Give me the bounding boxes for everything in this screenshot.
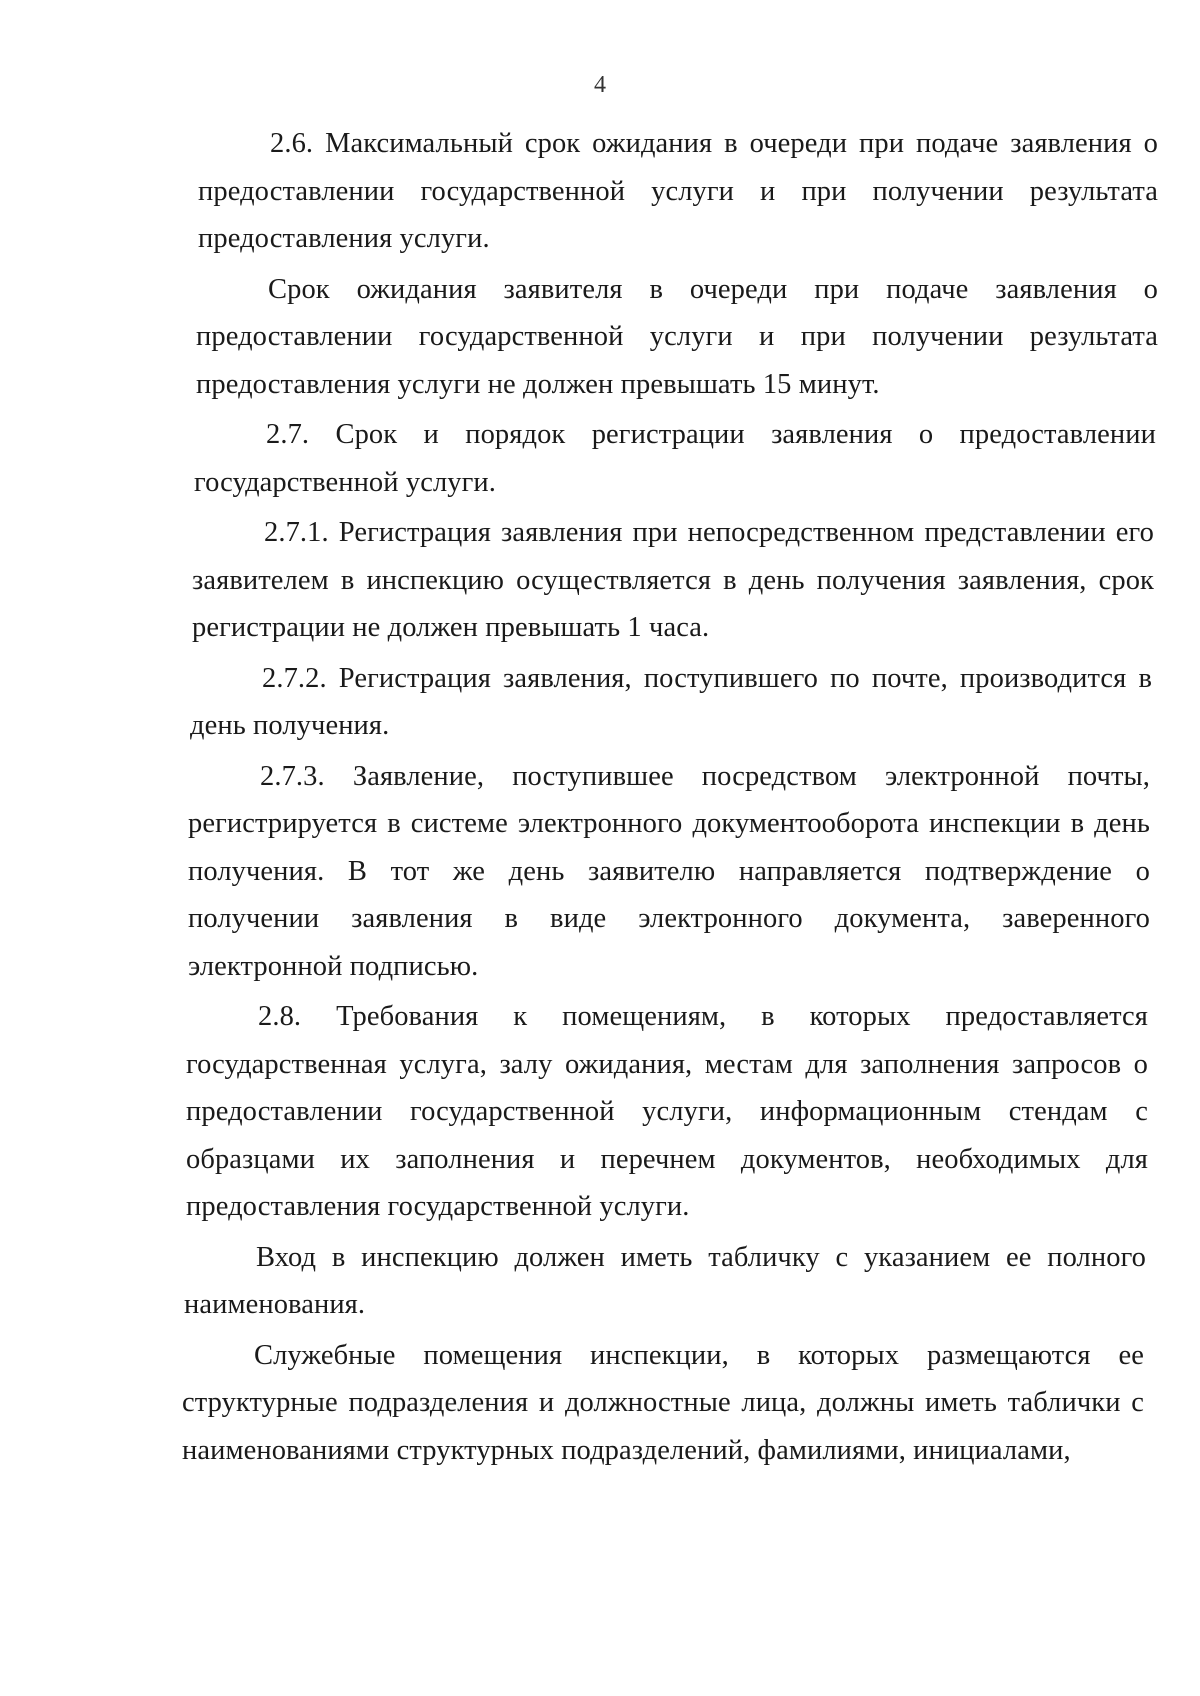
paragraph-2-7-1: 2.7.1. Регистрация заявления при непосредственном представлении его заявителем в инспекцию осуществляется в день получения заявления, срок регистрации не должен превышать 1 часа. <box>192 517 1154 643</box>
paragraph-2-7-2: 2.7.2. Регистрация заявления, поступившего по почте, производится в день получения. <box>190 662 1152 741</box>
paragraph-office-signs: Служебные помещения инспекции, в которых размещаются ее структурные подразделения и должностные лица, должны иметь таблички с наименованиями структурных подразделений, фамилиями, инициалами, <box>182 1339 1144 1466</box>
page-number: 4 <box>594 72 606 98</box>
paragraph-entrance-sign: Вход в инспекцию должен иметь табличку с указанием ее полного наименования. <box>184 1241 1146 1320</box>
paragraph-2-7-3: 2.7.3. Заявление, поступившее посредством электронной почты, регистрируется в системе электронного документооборота инспекции в день получения. В тот же день заявителю направляется подтверждение о получении заявления в виде электронного документа, заверенного электронной подписью. <box>188 760 1150 982</box>
paragraph-2-8-heading: 2.8. Требования к помещениям, в которых предоставляется государственная услуга, залу ожидания, местам для заполнения запросов о предоставлении государственной услуги, информационным стендам с образцами их заполнения и перечнем документов, необходимых для предоставления государственной услуги. <box>186 1001 1148 1222</box>
document-body <box>0 120 1200 1474</box>
paragraph-2-6-heading: 2.6. Максимальный срок ожидания в очереди при подаче заявления о предоставлении государственной услуги и при получении результата предоставления услуги. <box>198 128 1158 254</box>
paragraph-2-7-heading: 2.7. Срок и порядок регистрации заявления о предоставлении государственной услуги. <box>194 419 1156 498</box>
paragraph-waiting-time: Срок ожидания заявителя в очереди при подаче заявления о предоставлении государственной услуги и при получении результата предоставления услуги не должен превышать 15 минут. <box>196 273 1158 400</box>
